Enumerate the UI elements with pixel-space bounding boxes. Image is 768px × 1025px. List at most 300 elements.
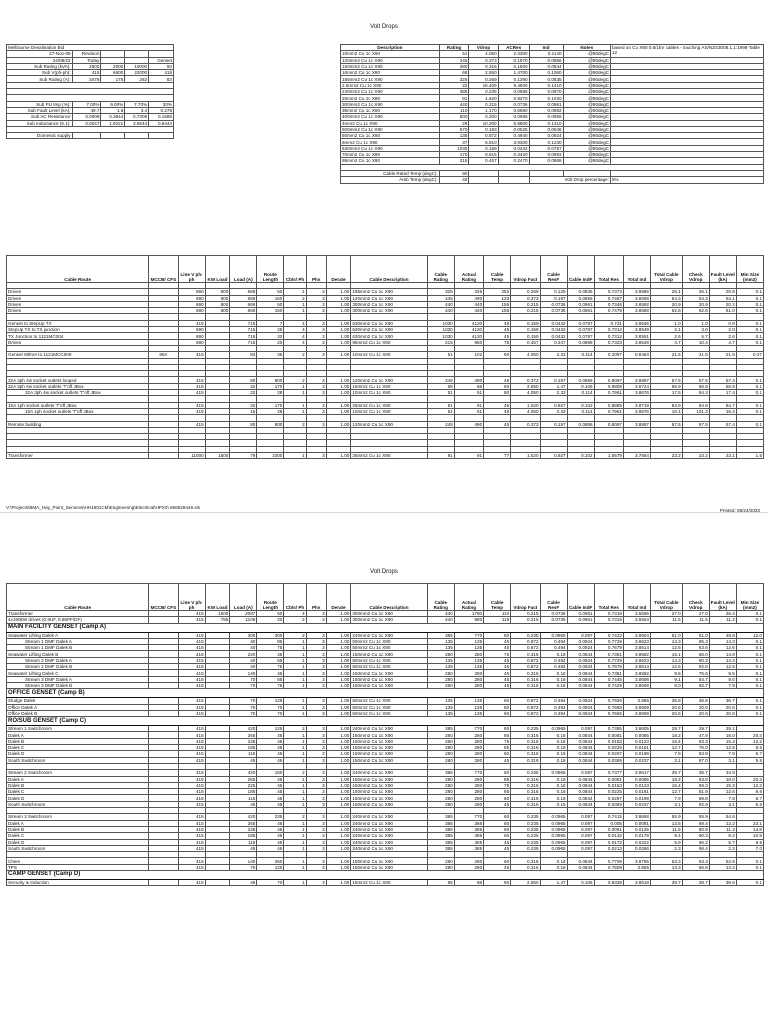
table-cell: 0.0844 <box>567 670 594 676</box>
lib-cell: 0.0736 <box>498 101 529 107</box>
table-cell: 1.00 <box>326 333 351 339</box>
lib-cell: 0.615 <box>469 152 498 158</box>
table-cell: 20.6 <box>651 704 683 710</box>
lib-cell: 215 <box>439 158 469 164</box>
table-cell: 415 <box>178 776 205 782</box>
meta-label: Sub AC Resistance <box>7 114 73 120</box>
table-cell: 0.494 <box>540 645 567 651</box>
table-cell: 415 <box>178 814 205 820</box>
table-cell: 3 <box>306 670 326 676</box>
table-cell: 34.9 <box>709 770 736 776</box>
table-cell: 0.215 <box>511 308 540 314</box>
lib-cell: 0.0924 <box>529 133 563 139</box>
table-cell: 0.0123 <box>623 738 650 744</box>
table-cell: 0.0787 <box>567 320 594 326</box>
table-cell: 20.6 <box>709 710 736 716</box>
project-name: Melbourne Desalination Bid <box>7 45 174 51</box>
column-header: Cable Rating <box>427 256 454 283</box>
lib-cell: 3.9300 <box>498 139 529 145</box>
table-cell: 14.8 <box>736 826 763 832</box>
table-cell: 1 <box>284 651 306 657</box>
table-cell: 1.00 <box>326 377 351 383</box>
meta-label: Sub Rating (kVA): <box>7 63 73 69</box>
column-header: Vdrop Fact <box>511 584 540 611</box>
lib-cell: @90degC <box>563 101 610 107</box>
table-cell: 0.1 <box>736 377 763 383</box>
table-cell: 85 <box>257 638 284 644</box>
table-cell: 690 <box>178 327 205 333</box>
table-cell: 1.0 <box>651 320 683 326</box>
table-cell: 280 <box>454 789 483 795</box>
table-cell: 3 <box>306 789 326 795</box>
table-cell: 0.9808 <box>594 383 623 389</box>
table-cell: Stream 2 DMF Dalek A <box>7 657 149 663</box>
table-cell: 240mm2 Cu 1c X90 <box>351 833 427 839</box>
table-cell: 156 <box>484 301 511 307</box>
table-cell: 50mm2 Cu 1c X90 <box>351 698 427 704</box>
table-cell: 45 <box>484 839 511 845</box>
table-cell: 415 <box>178 632 205 638</box>
table-cell: 1.00 <box>326 826 351 832</box>
table-cell: 1 <box>284 757 306 763</box>
table-cell: 0.0856 <box>567 421 594 427</box>
meta-label: Sub PU Imp (%): <box>7 101 73 107</box>
table-cell: 60 <box>484 710 511 716</box>
table-cell: 1.00 <box>326 664 351 670</box>
table-cell: 57.4 <box>709 377 736 383</box>
table-cell: 45 <box>257 776 284 782</box>
table-cell: 0.0844 <box>567 864 594 870</box>
table-row <box>7 879 764 885</box>
table-cell: Dalek B <box>7 826 149 832</box>
table-cell: 0.16 <box>540 858 567 864</box>
table-cell: 0.0924 <box>567 638 594 644</box>
table-cell: 1.00 <box>326 858 351 864</box>
table-cell: 0.16 <box>540 651 567 657</box>
column-header: Route Length <box>257 256 284 283</box>
table-cell: 0.097 <box>567 845 594 851</box>
lib-cell: @90degC <box>563 57 610 63</box>
table-cell: 9.6 <box>651 670 683 676</box>
table-cell: 0.16 <box>540 789 567 795</box>
table-cell: 245 <box>427 377 454 383</box>
table-cell: 5.5 <box>736 801 763 807</box>
table-cell: 150 <box>257 295 284 301</box>
table-cell: 1.00 <box>326 289 351 295</box>
table-cell: 0.1 <box>736 617 763 623</box>
table-cell: 140 <box>230 670 257 676</box>
table-cell: 1.00 <box>326 710 351 716</box>
lib-cell: 0.1140 <box>529 51 563 57</box>
table-cell: 0.0924 <box>567 704 594 710</box>
table-cell: 1 <box>284 795 306 801</box>
table-cell: 65.3 <box>682 638 709 644</box>
table-cell: 45 <box>484 801 511 807</box>
table-cell: 21.5 <box>651 352 683 358</box>
table-cell: 55.9 <box>682 814 709 820</box>
table-cell: 70 <box>230 864 257 870</box>
lib-cell: 0.0982 <box>529 107 563 113</box>
table-cell: StepUp TX to TX junction <box>7 327 149 333</box>
table-cell: 415 <box>178 617 205 623</box>
lib-cell: 0.0955 <box>529 114 563 120</box>
table-cell: 800 <box>257 421 284 427</box>
table-cell: 1.47 <box>540 383 567 389</box>
table-cell: 23.1 <box>709 453 736 459</box>
section-heading-row <box>7 623 764 632</box>
table-cell: 2 <box>284 352 306 358</box>
table-cell: 3.1 <box>709 757 736 763</box>
table-cell: 185 <box>230 745 257 751</box>
table-cell: 2 <box>284 726 306 732</box>
table-cell: 0.106 <box>567 879 594 885</box>
table-cell: 20 <box>257 617 284 623</box>
table-cell: 440 <box>427 611 454 617</box>
table-cell: 630mm2 Cu 1c X90 <box>351 333 427 339</box>
table-cell: 0.0844 <box>567 651 594 657</box>
table-cell: 0.247 <box>540 339 567 345</box>
table-cell: 1.00 <box>326 645 351 651</box>
table-cell: 60 <box>484 751 511 757</box>
column-header: Derate <box>326 256 351 283</box>
table-cell: 0.0856 <box>567 377 594 383</box>
table-cell: 420 <box>230 814 257 820</box>
table-cell: 0.1 <box>736 682 763 688</box>
table-cell: 45 <box>257 745 284 751</box>
table-cell: 36.7 <box>709 698 736 704</box>
table-cell: 15.1 <box>651 651 683 657</box>
section-heading: OFFICE GENSET (Camp B) <box>7 689 764 698</box>
table-cell: 3 <box>306 421 326 427</box>
table-cell: 150mm2 Cu 1c X90 <box>351 738 427 744</box>
table-cell: 32 <box>230 402 257 408</box>
lib-cell: 6mm2 Cu 1c X90 <box>341 139 440 145</box>
table-cell: 3.8586 <box>623 289 650 295</box>
column-header: Min Size (mm2) <box>736 584 763 611</box>
table-cell: 1.00 <box>326 651 351 657</box>
domestic-supply-label: Domestic supply <box>7 133 73 139</box>
table-cell: 415 <box>178 670 205 676</box>
table-cell: 23.2 <box>682 453 709 459</box>
table-cell: 415 <box>178 710 205 716</box>
table-cell: 60 <box>484 352 511 358</box>
lib-cell: 0.1230 <box>529 139 563 145</box>
table-cell: 0.0132 <box>594 833 623 839</box>
table-cell: 3 <box>306 795 326 801</box>
table-cell: 0.097 <box>567 839 594 845</box>
table-cell: 630mm2 Cu 1c X90 <box>351 327 427 333</box>
table-cell: 800 <box>205 308 230 314</box>
table-cell: 415 <box>178 408 205 414</box>
table-cell: 0.872 <box>511 638 540 644</box>
table-cell: 14.9 <box>709 651 736 657</box>
table-cell: 0.7679 <box>594 664 623 670</box>
table-cell: 7.8 <box>709 751 736 757</box>
lib-cell: @90degC <box>563 145 610 151</box>
lib-cell: 570 <box>439 126 469 132</box>
table-cell: 70 <box>230 682 257 688</box>
table-cell: 385 <box>427 833 454 839</box>
table-cell: 3 <box>306 320 326 326</box>
table-cell: 2.550 <box>511 383 540 389</box>
table-cell: 66.9 <box>709 383 736 389</box>
table-cell: 8.0 <box>651 682 683 688</box>
table-cell: 13.5 <box>651 820 683 826</box>
table-cell: 385 <box>427 845 454 851</box>
table-cell: 120mm2 Cu 1c X90 <box>351 421 427 427</box>
table-cell: 50mm2 Cu 1c X90 <box>351 710 427 716</box>
table-cell: 0.373 <box>511 421 540 427</box>
table-cell: 880 <box>454 617 483 623</box>
column-header: Cbls/ Ph <box>284 256 306 283</box>
table-cell: 2.33 <box>540 390 567 396</box>
table-cell: 2.0 <box>709 327 736 333</box>
column-header: Fault Level (kA) <box>709 256 736 283</box>
table-cell: 2.550 <box>511 879 540 885</box>
table-cell: 50mm2 Cu 1c X90 <box>351 657 427 663</box>
table-cell: 29.1 <box>709 726 736 732</box>
table-cell: 57.5 <box>682 421 709 427</box>
table-cell: 80.9 <box>682 826 709 832</box>
table-cell: Transformer <box>7 453 149 459</box>
table-cell: 2 <box>284 632 306 638</box>
table-cell: 0.102 <box>567 453 594 459</box>
table-cell: 1 <box>284 820 306 826</box>
table-cell: Drives <box>7 308 149 314</box>
table-cell: 630mm2 Cu 1c X90 <box>351 320 427 326</box>
table-cell: 0.316 <box>511 782 540 788</box>
table-cell: 156 <box>484 308 511 314</box>
table-cell: 12.6 <box>709 789 736 795</box>
volt-drop-table-1 <box>6 255 764 459</box>
table-cell: 115 <box>230 795 257 801</box>
table-cell: Dalek C <box>7 833 149 839</box>
lib-cell: 0.0844 <box>529 63 563 69</box>
table-cell: 3.5554 <box>623 617 650 623</box>
column-header: Min Size (mm2) <box>736 256 763 283</box>
table-cell: Transformer <box>7 611 149 617</box>
lib-cell: 50mm2 Cu 1c X90 <box>341 133 440 139</box>
table-cell: 3 <box>306 295 326 301</box>
table-cell: 280 <box>454 676 483 682</box>
table-cell: 54.6 <box>709 814 736 820</box>
table-cell: 125 <box>257 698 284 704</box>
table-cell: 415 <box>178 782 205 788</box>
page-title: Volt Drops <box>370 24 398 30</box>
table-cell: 60 <box>484 826 511 832</box>
table-cell: 280 <box>427 782 454 788</box>
table-cell: 0.0085 <box>623 776 650 782</box>
table-cell: 3 <box>306 820 326 826</box>
table-cell: 84.7 <box>682 676 709 682</box>
column-header: MCCB/ CFS <box>149 584 178 611</box>
table-cell: 280 <box>454 670 483 676</box>
table-cell: 45 <box>484 638 511 644</box>
table-cell: 280 <box>427 751 454 757</box>
table-cell: 135 <box>454 645 483 651</box>
table-cell: 415 <box>178 839 205 845</box>
table-cell: 3 <box>306 453 326 459</box>
table-cell: 690 <box>178 289 205 295</box>
table-cell: 60 <box>484 820 511 826</box>
lib-cell: 0.2470 <box>498 158 529 164</box>
table-cell: 1 <box>284 751 306 757</box>
table-cell: 110 <box>484 611 511 617</box>
table-cell: Drives <box>7 289 149 295</box>
column-header: Total Cable Vdrop <box>651 584 683 611</box>
table-cell: 12.2 <box>736 738 763 744</box>
table-cell: 0.097 <box>567 833 594 839</box>
table-cell: 0.7323 <box>594 339 623 345</box>
table-cell: 0.7709 <box>594 858 623 864</box>
table-cell: 1.00 <box>326 776 351 782</box>
table-cell: 280 <box>454 776 483 782</box>
table-cell: 1500 <box>205 611 230 617</box>
table-cell: 51 <box>427 408 454 414</box>
table-cell: 57.5 <box>651 377 683 383</box>
table-cell: 3.7564 <box>623 453 650 459</box>
table-cell: 2.2 <box>709 845 736 851</box>
lib-cell: 1030 <box>439 145 469 151</box>
table-cell: 91 <box>454 453 483 459</box>
table-cell: 3 <box>306 839 326 845</box>
lib-cell: 0.0893 <box>529 152 563 158</box>
table-cell: 50mm2 Cu 1c X90 <box>351 638 427 644</box>
table-cell: 415 <box>178 383 205 389</box>
lib-cell: 37 <box>439 139 469 145</box>
lib-cell: @90degC <box>563 63 610 69</box>
table-cell: 12.2 <box>736 782 763 788</box>
table-cell: 3 <box>306 611 326 617</box>
table-cell: 40 <box>230 645 257 651</box>
table-cell: 3 <box>306 289 326 295</box>
table-cell: 415 <box>178 789 205 795</box>
table-cell: 415 <box>178 795 205 801</box>
table-cell: 1.00 <box>326 352 351 358</box>
table-cell: 0.0736 <box>540 308 567 314</box>
table-cell: 1.5 <box>736 453 763 459</box>
table-cell: 32 <box>257 333 284 339</box>
table-cell: 20.6 <box>709 704 736 710</box>
table-cell: 70 <box>257 879 284 885</box>
column-header: Line V ph-ph <box>178 256 205 283</box>
table-cell: 1 <box>284 308 306 314</box>
table-cell: 385 <box>427 839 454 845</box>
table-cell: 1 <box>284 698 306 704</box>
table-cell: 0.731 <box>594 320 623 326</box>
table-cell: 2087 <box>230 611 257 617</box>
table-cell: 280 <box>427 670 454 676</box>
lib-cell: 280 <box>439 63 469 69</box>
table-cell: 0.0924 <box>567 710 594 716</box>
table-cell: 3 <box>306 657 326 663</box>
table-cell: 75 <box>257 645 284 651</box>
table-cell: 3 <box>306 301 326 307</box>
table-cell: 669 <box>230 295 257 301</box>
lib-header-cell: Vdrop <box>469 45 498 51</box>
table-cell: 0.7729 <box>594 657 623 663</box>
table-cell: 0.0237 <box>623 801 650 807</box>
meta-value: 3.6544 <box>125 120 149 126</box>
table-cell: 12.6 <box>651 664 683 670</box>
table-cell: 0.1 <box>736 698 763 704</box>
table-cell: 415 <box>178 864 205 870</box>
table-cell: 4.050 <box>511 390 540 396</box>
table-cell: 98.4 <box>682 845 709 851</box>
table-cell: 1030 <box>427 333 454 339</box>
table-cell: 0.0844 <box>567 858 594 864</box>
table-cell: 38.7 <box>682 879 709 885</box>
lib-cell: 135 <box>439 133 469 139</box>
table-cell: 0.097 <box>567 770 594 776</box>
table-cell: 25mm2 Cu 1c X90 <box>351 402 427 408</box>
table-cell: 20.3 <box>709 301 736 307</box>
table-cell: 125 <box>257 726 284 732</box>
table-cell: 415 <box>178 732 205 738</box>
table-cell: 0.197 <box>540 377 567 383</box>
table-cell: 51 <box>454 408 483 414</box>
lib-cell: 29 <box>439 120 469 126</box>
table-cell: 0.7318 <box>594 617 623 623</box>
table-cell: 0.8097 <box>594 377 623 383</box>
table-cell: South Switchroom <box>7 757 149 763</box>
table-cell: 60 <box>484 879 511 885</box>
table-cell: 45 <box>257 670 284 676</box>
table-cell: 85 <box>484 732 511 738</box>
table-cell: 76.0 <box>682 745 709 751</box>
table-cell: 135 <box>454 638 483 644</box>
table-cell: 69.3 <box>682 782 709 788</box>
table-cell: 27.0 <box>682 611 709 617</box>
table-cell: 69.4 <box>682 820 709 826</box>
meta-value: 10000 <box>125 63 149 69</box>
table-cell: 0.7445 <box>594 676 623 682</box>
table-cell: 800 <box>205 295 230 301</box>
table-cell: 3.1 <box>651 757 683 763</box>
table-cell: 0.27 <box>736 352 763 358</box>
table-cell: 32 <box>230 383 257 389</box>
table-cell: 385 <box>454 820 483 826</box>
table-cell: 85 <box>257 676 284 682</box>
table-cell: 490 <box>454 421 483 427</box>
table-cell: 51.0 <box>682 632 709 638</box>
table-cell: 8.5 <box>736 839 763 845</box>
table-cell: 280 <box>427 757 454 763</box>
meta-value: 6600 <box>101 70 125 76</box>
table-cell: 2.33 <box>540 352 567 358</box>
table-cell: 0.9 <box>709 320 736 326</box>
table-cell: 1 <box>284 301 306 307</box>
table-cell: 45 <box>257 732 284 738</box>
table-cell: 1.00 <box>326 726 351 732</box>
table-cell: 135 <box>454 657 483 663</box>
table-cell: 1.00 <box>326 770 351 776</box>
table-cell: 280 <box>427 745 454 751</box>
table-cell: Stream 1 Switchroom <box>7 726 149 732</box>
table-cell: 3 <box>306 339 326 345</box>
table-cell: 0.159 <box>511 320 540 326</box>
table-cell: 54.1 <box>709 295 736 301</box>
table-cell: 0.235 <box>511 833 540 839</box>
table-cell: 0.7679 <box>594 645 623 651</box>
table-cell: 89.8 <box>682 795 709 801</box>
table-cell: 0.7346 <box>594 301 623 307</box>
lib-cell: 1.620 <box>469 95 498 101</box>
table-cell: 860 <box>454 339 483 345</box>
table-cell: 3.8549 <box>623 327 650 333</box>
table-cell: 150mm2 Cu 1c X90 <box>351 676 427 682</box>
table-cell: 0.1 <box>736 611 763 617</box>
